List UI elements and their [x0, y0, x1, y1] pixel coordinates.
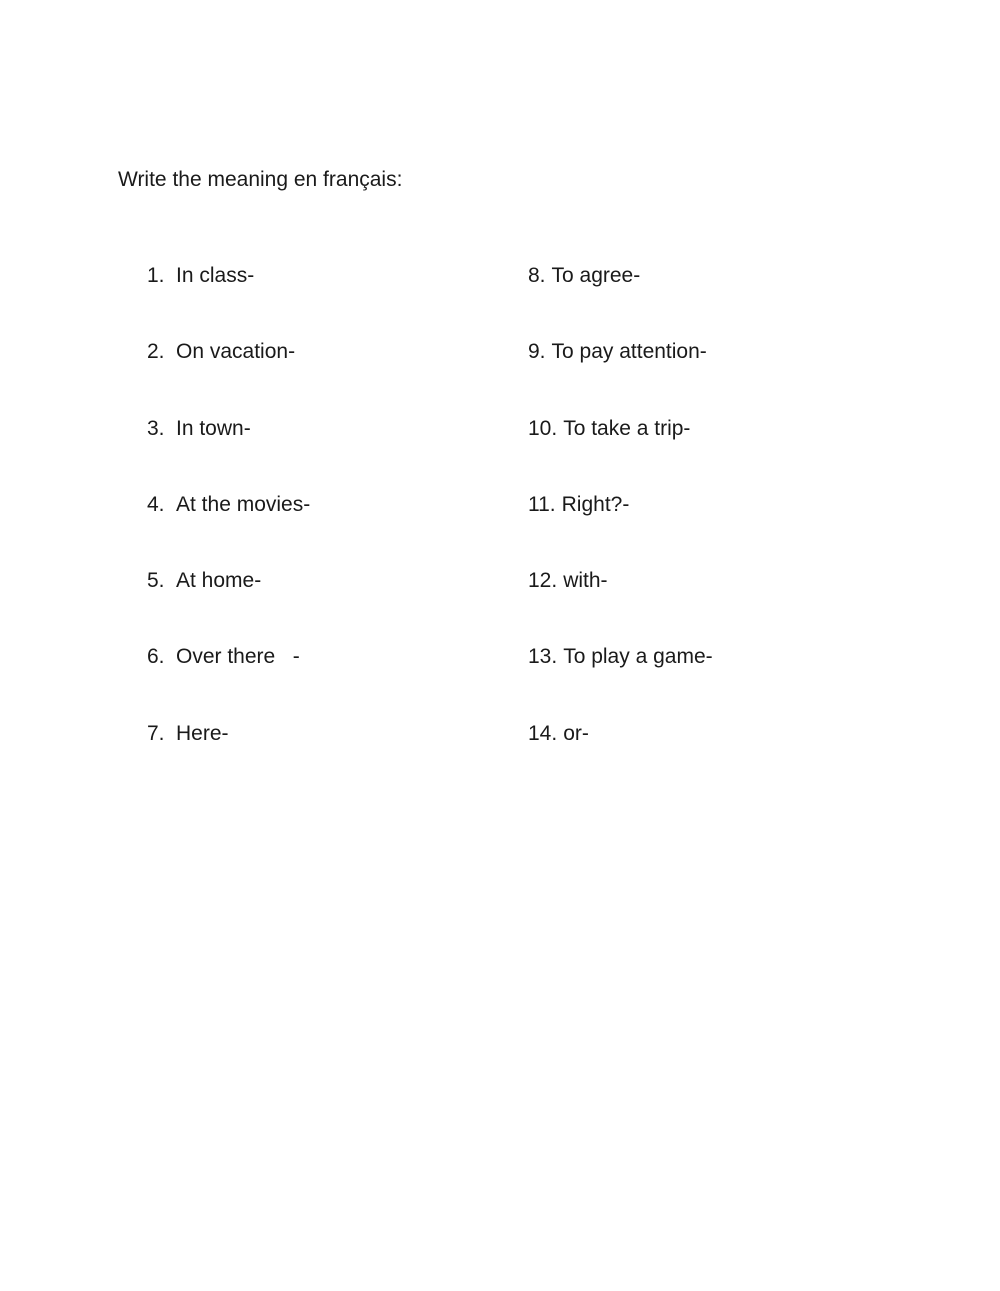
item-text: On vacation- — [176, 340, 296, 364]
list-item-3 — [147, 415, 310, 491]
list-item-9 — [528, 338, 713, 414]
list-item-2 — [147, 338, 310, 414]
list-item-13 — [528, 643, 713, 719]
item-text: To pay attention- — [551, 340, 707, 364]
item-number: 13. — [528, 645, 558, 669]
list-item-4 — [147, 491, 310, 567]
item-text: with- — [563, 569, 608, 593]
list-item-8 — [528, 262, 713, 338]
list-item-10 — [528, 415, 713, 491]
list-item-14 — [528, 720, 713, 796]
item-number: 7. — [147, 721, 165, 745]
item-text: To take a trip- — [563, 416, 691, 440]
item-text: Right?- — [561, 492, 630, 516]
item-text: In town- — [176, 416, 251, 440]
item-text: Over there - — [176, 645, 300, 669]
item-text: Here- — [176, 721, 229, 745]
item-text: At home- — [176, 569, 262, 593]
list-item-11 — [528, 491, 713, 567]
list-item-1 — [147, 262, 310, 338]
list-item-5 — [147, 567, 310, 643]
item-text: or- — [563, 721, 589, 745]
item-number: 9. — [528, 340, 546, 364]
list-item-6 — [147, 643, 310, 719]
item-number: 10. — [528, 416, 558, 440]
item-number: 2. — [147, 340, 165, 364]
item-number: 12. — [528, 569, 558, 593]
item-number: 4. — [147, 492, 165, 516]
item-text: At the movies- — [176, 492, 311, 516]
item-number: 1. — [147, 264, 165, 287]
item-text: To agree- — [551, 264, 641, 287]
list-item-12 — [528, 567, 713, 643]
left-column-list — [147, 262, 310, 796]
item-text: In class- — [176, 264, 255, 287]
item-number: 5. — [147, 569, 165, 593]
item-number: 3. — [147, 416, 165, 440]
item-text: To play a game- — [563, 645, 713, 669]
item-number: 6. — [147, 645, 165, 669]
item-number: 14. — [528, 721, 558, 745]
item-number: 8. — [528, 264, 546, 287]
instruction-heading: Write the meaning en français: — [118, 168, 403, 191]
right-column-list — [528, 262, 713, 796]
list-item-7 — [147, 720, 310, 796]
item-number: 11. — [528, 492, 556, 516]
